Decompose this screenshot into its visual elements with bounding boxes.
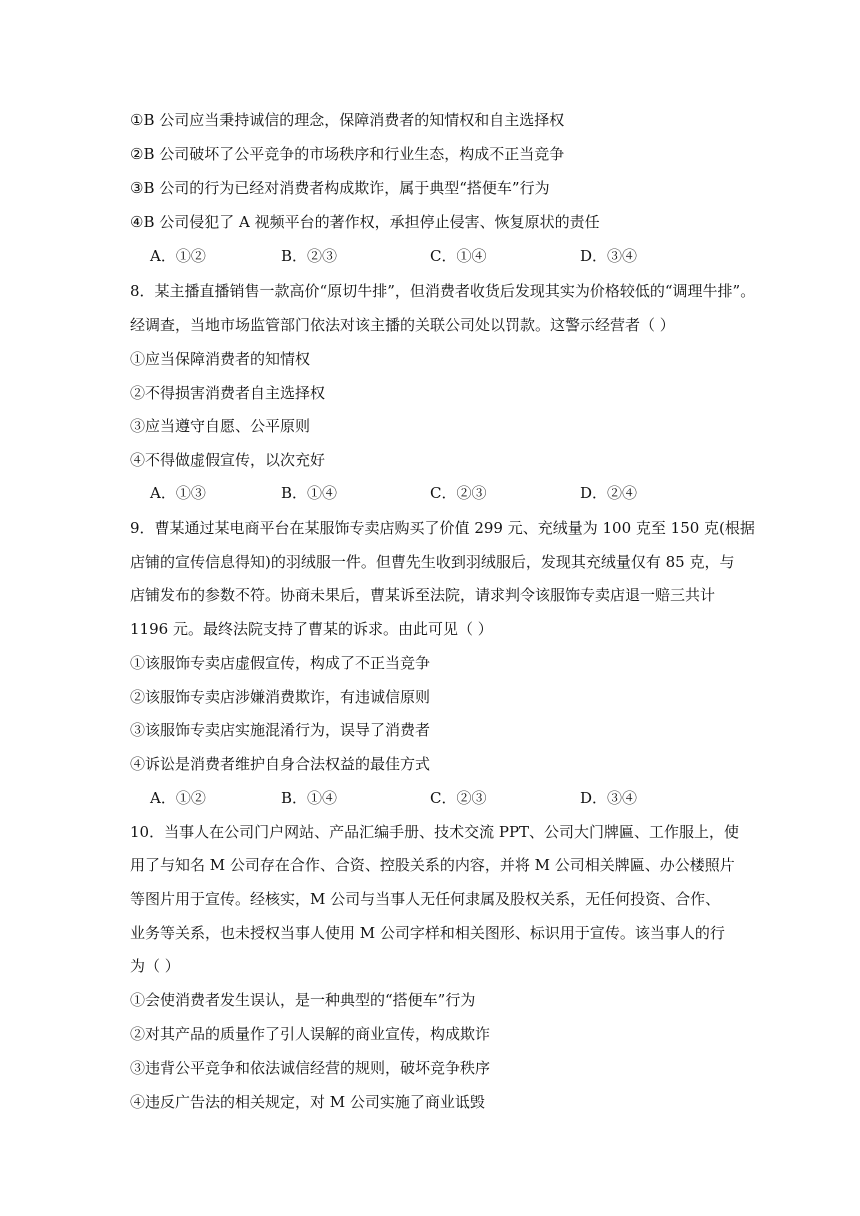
q7-option-d: D．③④ <box>580 247 638 265</box>
q8-item-3: ③应当遵守自愿、公平原则 <box>130 417 311 435</box>
q8-option-a: A．①③ <box>150 484 206 502</box>
q9-stem-line-3: 店铺发布的参数不符。协商未果后，曹某诉至法院，请求判令该服饰专卖店退一赔三共计 <box>130 586 716 604</box>
q8-option-c: C．②③ <box>430 484 487 502</box>
q7-item-4: ④B 公司侵犯了 A 视频平台的著作权，承担停止侵害、恢复原状的责任 <box>130 213 600 231</box>
q9-item-1: ①该服饰专卖店虚假宣传，构成了不正当竞争 <box>130 654 431 672</box>
q8-item-2: ②不得损害消费者自主选择权 <box>130 384 326 402</box>
q9-item-2: ②该服饰专卖店涉嫌消费欺诈，有违诚信原则 <box>130 688 431 706</box>
q10-stem-line-5: 为（ ） <box>130 957 180 975</box>
q9-option-a: A．①② <box>150 789 206 807</box>
q7-item-3: ③B 公司的行为已经对消费者构成欺诈，属于典型“搭便车”行为 <box>130 179 550 197</box>
q10-item-3: ③违背公平竞争和依法诚信经营的规则，破坏竞争秩序 <box>130 1059 491 1077</box>
q8-option-b: B．①④ <box>281 484 338 502</box>
q10-item-1: ①会使消费者发生误认，是一种典型的“搭便车”行为 <box>130 991 476 1009</box>
q10-stem-line-1: 10．当事人在公司门户网站、产品汇编手册、技术交流 PPT、公司大门牌匾、工作服上，使 <box>130 823 740 841</box>
q7-item-2: ②B 公司破坏了公平竞争的市场秩序和行业生态，构成不正当竞争 <box>130 145 565 163</box>
q8-item-1: ①应当保障消费者的知情权 <box>130 350 311 368</box>
q9-option-b: B．①④ <box>281 789 338 807</box>
q10-item-2: ②对其产品的质量作了引人误解的商业宣传，构成欺诈 <box>130 1025 491 1043</box>
q10-stem-line-4: 业务等关系，也未授权当事人使用 M 公司字样和相关图形、标识用于宣传。该当事人的行 <box>130 924 725 942</box>
q9-stem-line-1: 9．曹某通过某电商平台在某服饰专卖店购买了价值 299 元、充绒量为 100 克至 150 克(根据 <box>130 519 755 537</box>
q7-option-c: C．①④ <box>430 247 487 265</box>
q10-stem-line-3: 等图片用于宣传。经核实，M 公司与当事人无任何隶属及股权关系，无任何投资、合作、 <box>130 890 721 908</box>
q10-item-4: ④违反广告法的相关规定，对 M 公司实施了商业诋毁 <box>130 1093 485 1111</box>
q8-item-4: ④不得做虚假宣传，以次充好 <box>130 451 326 469</box>
q8-stem-line-1: 8．某主播直播销售一款高价“原切牛排”，但消费者收货后发现其实为价格较低的“调理牛排”。 <box>130 282 756 300</box>
q9-option-d: D．③④ <box>580 789 638 807</box>
q8-stem-line-2: 经调查，当地市场监管部门依法对该主播的关联公司处以罚款。这警示经营者（ ） <box>130 316 675 334</box>
q7-option-b: B．②③ <box>281 247 338 265</box>
q8-option-d: D．②④ <box>580 484 638 502</box>
q9-stem-line-4: 1196 元。最终法院支持了曹某的诉求。由此可见（ ） <box>130 620 493 638</box>
q7-item-1: ①B 公司应当秉持诚信的理念，保障消费者的知情权和自主选择权 <box>130 111 565 129</box>
q9-item-3: ③该服饰专卖店实施混淆行为，误导了消费者 <box>130 721 431 739</box>
q9-stem-line-2: 店铺的宣传信息得知)的羽绒服一件。但曹先生收到羽绒服后，发现其充绒量仅有 85 克，与 <box>130 553 735 571</box>
q10-stem-line-2: 用了与知名 M 公司存在合作、合资、控股关系的内容，并将 M 公司相关牌匾、办公楼照片 <box>130 856 735 874</box>
q9-item-4: ④诉讼是消费者维护自身合法权益的最佳方式 <box>130 755 431 773</box>
q7-option-a: A．①② <box>150 247 206 265</box>
q9-option-c: C．②③ <box>430 789 487 807</box>
